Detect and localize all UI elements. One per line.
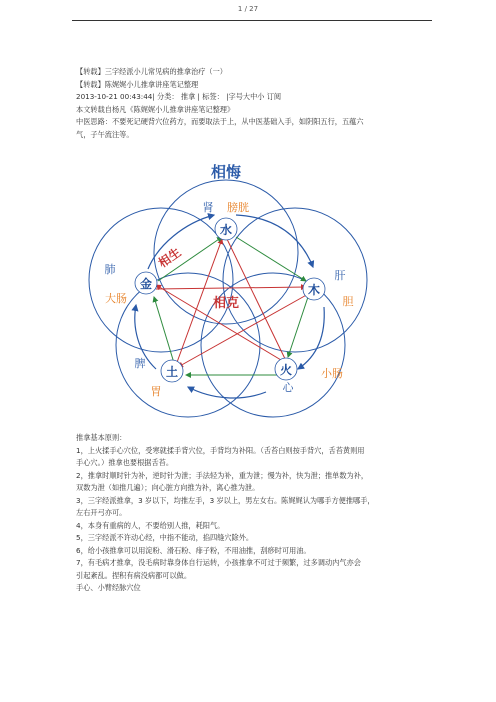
article-intro xyxy=(76,66,428,141)
organ-liver: 肝 xyxy=(334,269,346,282)
sheng-arrow-water-wood xyxy=(236,215,313,267)
organ-circle-earth xyxy=(116,273,260,417)
intro-paragraph-line-1: 中医思路：不要死记硬背穴位药方，而要取法于上，从中医基础入手，如阴阳五行，五蕴六 xyxy=(76,117,364,126)
source-note: 本文转载自杨凡《陈娓娓小儿推拿讲座笔记整理》 xyxy=(76,104,235,114)
organ-gallbladder: 胆 xyxy=(342,295,354,308)
principle-4: 4，本身有重病的人，不要给别人推，耗阳气。 xyxy=(76,520,225,530)
organ-small-intestine: 小肠 xyxy=(321,367,343,380)
principle-5: 5，三字经派不许动心经，中指不能动，掐四缝穴除外。 xyxy=(76,533,254,542)
five-elements-svg xyxy=(76,157,428,419)
element-water: 水 xyxy=(219,223,233,237)
principle-3-cont: 左右开弓亦可。 xyxy=(76,508,127,517)
post-meta: 2013-10-21 00:43:44| 分类： 推拿 | 标签： |字号大中小 订阅 xyxy=(76,92,282,101)
element-metal: 金 xyxy=(139,277,153,291)
label-xiangwu: 相悔 xyxy=(210,163,242,181)
header-divider xyxy=(72,20,432,21)
organ-heart: 心 xyxy=(282,381,294,394)
title-line-1[interactable]: 【转载】三字经派小儿常见病的推拿治疗（一） xyxy=(76,67,227,76)
wu-line-water-wood xyxy=(236,237,306,281)
organ-large-intestine: 大肠 xyxy=(105,292,127,305)
principle-7: 7，有毛病才推拿，没毛病时靠身体自行运转，小孩推拿不可过于频繁，过多调动内气亦会 xyxy=(76,558,361,567)
principle-7-cont: 引起紊乱。捏积有病没病都可以做。 xyxy=(76,570,192,580)
principle-6: 6，给小孩推拿可以用淀粉、滑石粉、痱子粉，不用油推，刮痧时可用油。 xyxy=(76,545,311,555)
sheng-arrow-fire-earth xyxy=(188,387,266,398)
intro-paragraph-line-2: 气，子午流注等。 xyxy=(76,129,134,139)
organ-kidney: 肾 xyxy=(202,201,214,214)
organ-lung: 肺 xyxy=(104,263,116,276)
principle-2-cont: 双数为泄（如推几遍）；向心脏方向推为补，离心推为泄。 xyxy=(76,483,260,492)
principle-1-cont: 手心穴。）推拿也要根据舌苔。 xyxy=(76,458,174,467)
element-earth: 土 xyxy=(165,365,179,379)
principles-heading: 推拿基本原则： xyxy=(76,433,127,442)
organ-stomach: 胃 xyxy=(150,385,162,398)
wu-line-earth-metal xyxy=(154,297,174,363)
wu-line-wood-fire xyxy=(288,297,308,357)
section-heading-meridians: 手心、小臂经脉穴位 xyxy=(76,583,141,592)
element-fire: 火 xyxy=(279,363,293,377)
massage-principles xyxy=(76,432,428,595)
five-elements-diagram xyxy=(76,157,428,419)
page-number: 1 / 27 xyxy=(237,5,259,13)
organ-bladder: 膀胱 xyxy=(227,201,249,214)
principle-3: 3，三字经派推拿，3 岁以下，均推左手，3 岁以上，男左女右。陈娓娓认为哪手方便推哪手， xyxy=(76,495,375,505)
organ-spleen: 脾 xyxy=(134,357,146,370)
organ-circle-metal xyxy=(89,208,233,352)
label-xiangke: 相克 xyxy=(212,296,240,311)
title-line-2[interactable]: 【转载】陈娓娓小儿推拿讲座笔记整理 xyxy=(76,79,199,89)
principle-2: 2，推拿时顺时针为补，逆时针为泄；手法轻为补，重为泄；慢为补，快为泄；推单数为补， xyxy=(76,470,369,480)
element-wood: 木 xyxy=(307,283,321,297)
label-xiangsheng: 相生 xyxy=(155,245,184,271)
principle-1: 1，上火揉手心穴位，受寒就揉手背穴位，手背均为补阳。（舌苔白则按手背穴，舌苔黄则用 xyxy=(76,445,365,455)
